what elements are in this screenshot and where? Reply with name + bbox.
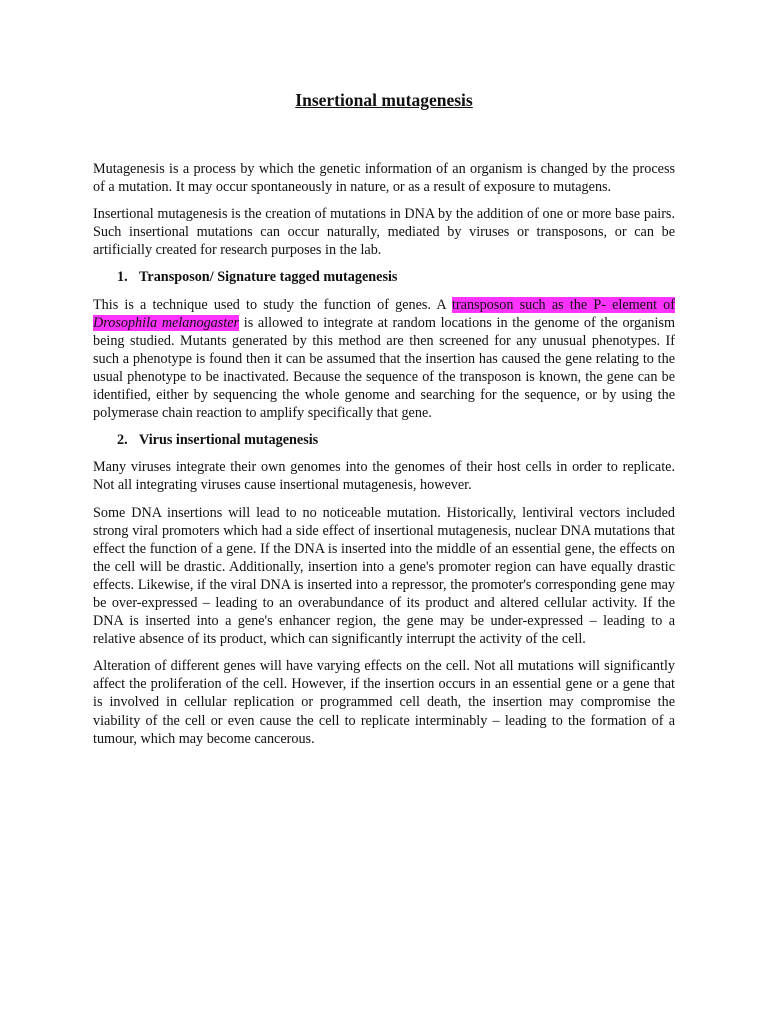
intro-paragraph-1: Mutagenesis is a process by which the genetic information of an organism is changed by the process of a mutation. It may occur spontaneously in nature, or as a result of exposure to mutagens. [93,161,675,196]
section-2-paragraph-1: Many viruses integrate their own genomes into the genomes of their host cells in order to replicate. Not all integrating viruses cause insertional mutagenesis, however. [93,459,675,494]
section-1-paragraph [93,296,675,423]
section-2-heading [93,431,675,449]
section-2-paragraph-3: Alteration of different genes will have varying effects on the cell. Not all mutations will significantly affect the proliferation of the cell. However, if the insertion occurs in an essential gene or a gene that is involved in cellular replication or programmed cell death, the insertion may compromise the viability of the cell or even cause the cell to replicate interminably – leading to the formation of a tumour, which may become cancerous. [93,658,675,747]
intro-paragraph-2: Insertional mutagenesis is the creation of mutations in DNA by the addition of one or more base pairs. Such insertional mutations can occur naturally, mediated by viruses or transposons, or can be artificially created for research purposes in the lab. [93,206,675,259]
document-page [93,88,675,757]
section-1-title: Transposon/ Signature tagged mutagenesis [139,269,398,286]
section-1-heading [93,268,675,286]
highlighted-text-plain: transposon such as the P- element of [451,296,675,313]
section-1-text-after: is allowed to integrate at random locations in the genome of the organism being studied. Mutants generated by this method are then screened for any unusual phenotypes. If such a phenotype is found then it can be assumed that the insertion has caused the gene relating to the usual phenotype to be inactivated. Because the sequence of the transposon is known, the gene can be identified, either by sequencing the whole genome and searching for the sequence, or by using the polymerase chain reaction to amplify specifically that gene. [93,314,676,422]
section-2-title: Virus insertional mutagenesis [139,432,319,449]
section-1-number: 1. [117,269,128,286]
species-name: Drosophila melanogaster [93,314,240,331]
section-2-number: 2. [117,432,128,449]
section-2-paragraph-2: Some DNA insertions will lead to no noticeable mutation. Historically, lentiviral vectors included strong viral promoters which had a side effect of insertional mutagenesis, nuclear DNA mutations that effect the function of a gene. If the DNA is inserted into the middle of an essential gene, the effects on the cell will be drastic. Additionally, insertion into a gene's promoter region can have equally drastic effects. Likewise, if the viral DNA is inserted into a repressor, the promoter's corresponding gene may be over-expressed – leading to an overabundance of its product and altered cellular activity. If the DNA is inserted into a gene's enhancer region, the gene may be under-expressed – leading to a relative absence of its product, which can significantly interrupt the activity of the cell. [93,504,675,648]
page-title: Insertional mutagenesis [295,90,473,110]
section-1-text-before: This is a technique used to study the function of genes. A [93,296,452,313]
